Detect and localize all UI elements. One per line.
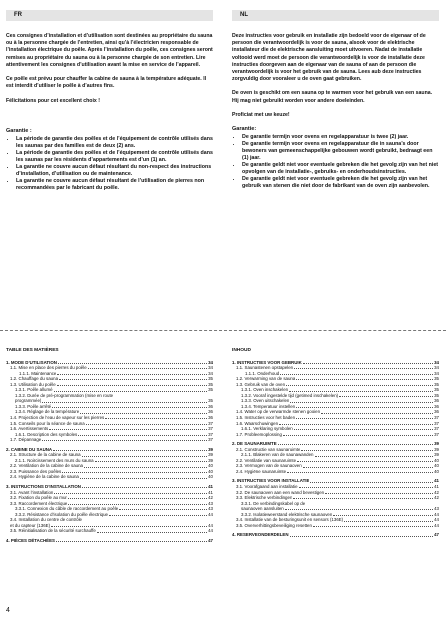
toc-entry-page: 43 xyxy=(434,506,439,512)
toc-entry-page: 35 xyxy=(434,392,439,398)
toc-entry-title: 3.3. Elektrische verbindingen xyxy=(236,495,293,501)
toc-entry-title: 1.2. Chauffage du sauna xyxy=(10,376,59,382)
toc-entry-page: 35 xyxy=(434,381,439,387)
toc-entry-page: 44 xyxy=(208,522,213,528)
toc-leader-dots xyxy=(279,424,433,425)
toc-entry-page: 42 xyxy=(208,495,213,501)
table-of-contents-nl xyxy=(232,348,439,538)
toc-leader-dots xyxy=(296,407,433,408)
toc-leader-dots xyxy=(283,435,433,436)
toc-entry-title: 3.3.1. De verbindingskabel op de xyxy=(241,500,306,506)
toc-entry-page: 36 xyxy=(434,409,439,415)
toc-leader-dots xyxy=(42,402,207,403)
toc-leader-dots xyxy=(57,374,207,375)
toc-entry-title: 2.1.1. Blakeren van de saunawanden xyxy=(241,452,314,458)
language-header-fr: FR xyxy=(6,10,213,21)
toc-entry-title: 1.5. Instructies voor het baden xyxy=(236,415,296,421)
toc-leader-dots xyxy=(333,515,433,516)
toc-entry-page: 37 xyxy=(208,420,213,426)
toc-leader-dots xyxy=(62,472,207,473)
toc-leader-dots xyxy=(84,467,207,468)
toc-entry-title: 2.2. Ventilation de la cabine de sauna xyxy=(10,463,83,469)
toc-entry-page: 44 xyxy=(208,511,213,517)
toc-leader-dots xyxy=(54,391,208,392)
toc-entry xyxy=(6,474,213,480)
toc-entry-title: 1.6.1. Verklaring symbolen xyxy=(241,426,293,432)
toc-entry-page: 44 xyxy=(208,528,213,534)
toc-leader-dots xyxy=(297,461,433,462)
toc-entry-title: 1.1. Saunastenen opstapelen xyxy=(236,365,294,371)
toc-entry-page: 40 xyxy=(434,457,439,463)
toc-entry-title: 3.4. Installation du centre de contrôle xyxy=(10,517,83,523)
toc-leader-dots xyxy=(296,379,433,380)
guarantee-list xyxy=(6,136,213,192)
toc-entry-page: 37 xyxy=(434,431,439,437)
toc-entry-title: 1.3.4. Temperatuur instellen xyxy=(241,403,296,409)
intro-paragraph: De oven is geschikt om een sauna op te warmen voor het gebruik van een sauna. Hij mag niet gebruikt worden voor andere doeleinden. xyxy=(232,90,433,104)
toc-leader-dots xyxy=(315,456,434,457)
toc-entry-title: 3. INSTRUCTIONS D’INSTALLATION xyxy=(6,484,81,490)
toc-entry-page: 44 xyxy=(434,517,439,523)
toc-leader-dots xyxy=(58,363,207,364)
toc-entry-page: 39 xyxy=(434,441,439,447)
toc-leader-dots xyxy=(82,487,207,488)
toc-entry-page: 37 xyxy=(434,420,439,426)
toc-entry-page: 40 xyxy=(434,468,439,474)
toc-leader-dots xyxy=(68,498,207,499)
toc-entry-page: 36 xyxy=(208,415,213,421)
toc-entry-page: 34 xyxy=(434,359,439,365)
toc-leader-dots xyxy=(68,504,207,505)
toc-entry-page: 36 xyxy=(434,398,439,404)
toc-entry-title: 1.3.4. Réglage de la température xyxy=(15,409,80,415)
toc-leader-dots xyxy=(303,363,433,364)
toc-leader-dots xyxy=(290,402,433,403)
page-number: 4 xyxy=(6,607,10,614)
toc-leader-dots xyxy=(82,456,208,457)
toc-entry-page: 41 xyxy=(434,478,439,484)
toc-leader-dots xyxy=(339,396,433,397)
toc-entry-page: 41 xyxy=(208,484,213,490)
intro-paragraph: Ces consignes d’installation et d’utilisation sont destinées au propriétaire du sauna ou à la personne chargée de l’entretien, ainsi qu’à l’électricien responsable de l’installation électrique du poêle. Après l’installation du poêle, ces consignes seront remises au propriétaire du sauna ou à la personne chargée de son entretien. Lire attentivement les consignes d’utilisation avant la mise en service de l’appareil. xyxy=(6,33,213,68)
toc-entry-page: 39 xyxy=(208,457,213,463)
toc-entry-page: 40 xyxy=(208,463,213,469)
toc-leader-dots xyxy=(53,450,207,451)
toc-entry-title: 1.6.1. Description des symboles xyxy=(15,431,78,437)
toc-title: INHOUD xyxy=(232,348,251,353)
toc-entry-page: 40 xyxy=(434,463,439,469)
toc-leader-dots xyxy=(287,472,433,473)
toc-entry-page: 35 xyxy=(434,376,439,382)
toc-leader-dots xyxy=(105,418,207,419)
toc-leader-dots xyxy=(54,493,207,494)
guarantee-item: • De garantie geldt niet voor eventuele gebreken die het gevolg zijn van het niet opvolgen van de installatie-, gebruiks- en onderhoudsinstructies. xyxy=(242,162,439,176)
toc-entry-page: 37 xyxy=(434,426,439,432)
table-of-contents-fr xyxy=(6,348,213,544)
toc-title: TABLE DES MATIÈRES xyxy=(6,348,59,353)
guarantee-item: • De garantie geldt niet voor eventuele gebreken die het gevolg zijn van het gebruik van stenen die niet door de fabrikant van de oven zijn aanbevolen. xyxy=(242,176,439,190)
intro-paragraph: Proficiat met uw keuze! xyxy=(232,111,290,118)
toc-leader-dots xyxy=(296,418,433,419)
toc-leader-dots xyxy=(97,532,207,533)
toc-entry-page: 41 xyxy=(434,484,439,490)
toc-entry-title: 1.6. Avertissements xyxy=(10,426,49,432)
intro-paragraph: Ce poêle est prévu pour chauffer la cabine de sauna à la température adéquate. Il est interdit d’utiliser le poêle à d’autres fins. xyxy=(6,76,207,90)
toc-leader-dots xyxy=(344,521,433,522)
toc-entry-title: 2.1. Structure de la cabine de sauna xyxy=(10,452,81,458)
toc-entry-page: 47 xyxy=(434,532,439,538)
toc-entry-page: 35 xyxy=(434,387,439,393)
toc-leader-dots xyxy=(294,429,433,430)
toc-leader-dots xyxy=(290,536,434,537)
toc-leader-dots xyxy=(80,413,207,414)
toc-entry-title: 3.5. Oververhittingsbeveiliging resetten xyxy=(236,522,312,528)
toc-leader-dots xyxy=(285,509,433,510)
intro-paragraph: Félicitations pour cet excellent choix ! xyxy=(6,98,100,105)
toc-entry-title: 1.3.2. Vooraf ingestelde tijd (getimed inschakelen) xyxy=(241,392,339,398)
toc-entry-title: 3.5. Réinitialisation de la sécurité surchauffe xyxy=(10,528,96,534)
column-nl xyxy=(232,10,439,190)
toc-entry-title: 2.2. Ventilatie van saunaruimte xyxy=(236,457,297,463)
toc-entry-page: 40 xyxy=(208,474,213,480)
toc-entry-title: 2. CABINE DU SAUNA xyxy=(6,446,53,452)
toc-entry-title: 1.7. Dépannage xyxy=(10,437,42,443)
toc-entry-page: 42 xyxy=(434,489,439,495)
toc-leader-dots xyxy=(57,385,207,386)
toc-entry-title: 2.3. Vermogen van de saunaoven xyxy=(236,463,302,469)
toc-leader-dots xyxy=(49,429,207,430)
intro-nl xyxy=(232,33,439,119)
toc-entry-page: 43 xyxy=(208,506,213,512)
guarantee-item: • De garantie termijn voor ovens en regelapparatuur is twee (2) jaar. xyxy=(242,134,439,141)
toc-leader-dots xyxy=(59,379,207,380)
toc-entry xyxy=(232,523,439,529)
toc-entry-page: 35 xyxy=(208,381,213,387)
guarantee-item: • De garantie termijn voor ovens en regelapparatuur die in sauna’s door bewoners van gemeenschappelijke gebouwen wordt gebruikt, bedraagt een (1) jaar. xyxy=(242,141,439,162)
toc-entry-page: 35 xyxy=(208,387,213,393)
toc-entry-page: 39 xyxy=(208,446,213,452)
toc-entry-page: 37 xyxy=(208,426,213,432)
toc-leader-dots xyxy=(51,526,207,527)
toc-entry xyxy=(232,432,439,438)
language-header-nl: NL xyxy=(232,10,439,21)
toc-entry-title: 2.1. Constructie van saunaruimte xyxy=(236,446,301,452)
toc-leader-dots xyxy=(310,482,433,483)
toc-entry-title: 1.3.1. Poêle allumé xyxy=(15,387,53,393)
toc-leader-dots xyxy=(278,444,433,445)
toc-entry-page: 36 xyxy=(208,409,213,415)
toc-entry-page: 42 xyxy=(434,495,439,501)
toc-leader-dots xyxy=(293,498,433,499)
toc-entry-page: 43 xyxy=(208,500,213,506)
toc-entry-title: 3.3.2. Résistance d’isolation du poêle électrique xyxy=(15,511,108,517)
toc-entry xyxy=(6,528,213,534)
toc-entry-title: programmée) xyxy=(15,398,42,404)
toc-entry-page: 47 xyxy=(208,537,213,543)
toc-entry-title: 1.1.1. Maintenance xyxy=(19,370,57,376)
toc-entry-title: 3.3. Raccordement électrique xyxy=(10,500,68,506)
toc-entry-page: 34 xyxy=(434,365,439,371)
toc-leader-dots xyxy=(321,413,433,414)
toc-entry-title: 3.2. Fixation du poêle au mur xyxy=(10,495,67,501)
toc-entry-title: 4. PIÈCES DÉTACHÉES xyxy=(6,537,55,543)
toc-entry-page: 37 xyxy=(208,437,213,443)
toc-entry-title: 1. INSTRUCTIES VOOR GEBRUIK xyxy=(232,359,302,365)
toc-entry-title: 1.6. Waarschuwingen xyxy=(236,420,279,426)
toc-leader-dots xyxy=(289,391,433,392)
toc-entry xyxy=(6,437,213,443)
toc-leader-dots xyxy=(286,385,433,386)
toc-leader-dots xyxy=(299,487,434,488)
toc-entry-title: 1.5. Conseils pour la séance de sauna xyxy=(10,420,85,426)
toc-leader-dots xyxy=(88,368,207,369)
toc-entry-title: 2.1.1. Noircissement des murs du sauna xyxy=(15,457,94,463)
toc-entry-page: 39 xyxy=(434,452,439,458)
toc-entry-page: 34 xyxy=(208,365,213,371)
toc-entry-page: 41 xyxy=(208,489,213,495)
toc-leader-dots xyxy=(301,450,433,451)
toc-entry-title: et du capteur (136E) xyxy=(10,522,51,528)
guarantee-item: • La garantie ne couvre aucun défaut résultant du non-respect des instructions d’installation, d’utilisation ou de maintenance. xyxy=(16,164,213,178)
toc-entry-title: 1.1.1. Onderhoud xyxy=(245,370,280,376)
toc-entry-title: 1.3. Gebruik van de oven xyxy=(236,381,286,387)
toc-entry-page: 34 xyxy=(434,370,439,376)
toc-leader-dots xyxy=(52,407,207,408)
toc-entry-title: 1.3.1. Oven inschakelen xyxy=(241,387,289,393)
toc-entry-title: 2.3. Puissance des poêles xyxy=(10,468,62,474)
toc-entry-page: 34 xyxy=(208,370,213,376)
toc-entry-page: 36 xyxy=(208,403,213,409)
toc-leader-dots xyxy=(78,435,207,436)
toc-entry-title: 1.3. Utilisation du poêle xyxy=(10,381,56,387)
toc-entry xyxy=(6,538,213,544)
toc-leader-dots xyxy=(80,478,207,479)
toc-leader-dots xyxy=(119,509,207,510)
toc-entry-title: 2.4. Hygiëne saunaruimte xyxy=(236,468,287,474)
toc-leader-dots xyxy=(280,374,433,375)
toc-entry-title: 1.7. Probleemoplossing xyxy=(236,431,282,437)
toc-leader-dots xyxy=(86,424,207,425)
toc-leader-dots xyxy=(109,515,207,516)
toc-entry-page: 37 xyxy=(208,431,213,437)
toc-entry-title: 1. MODE D’UTILISATION xyxy=(6,359,57,365)
toc-entry-page: 44 xyxy=(434,522,439,528)
toc-entry-title: 3.3.2. Isolatieweerstand elektrische saunaoven xyxy=(241,511,333,517)
guarantee-title: Garantie: xyxy=(232,126,257,133)
toc-entry-title: 1.2. Verwarming van de sauna xyxy=(236,376,296,382)
toc-entry-title: 1.3.2. Durée de pré-programmation (mise en route xyxy=(15,392,114,398)
toc-entry xyxy=(232,532,439,538)
toc-entry-page: 35 xyxy=(208,398,213,404)
toc-entry-page: 37 xyxy=(434,415,439,421)
section-divider xyxy=(0,330,446,331)
toc-entry-title: 1.1. Mise en place des pierres du poêle xyxy=(10,365,87,371)
toc-entry-title: 3.1. Avant l’installation xyxy=(10,489,54,495)
toc-entry-title: 1.4. Projection de l’eau de vapeur sur les pierres xyxy=(10,415,105,421)
toc-entry-page: 36 xyxy=(434,403,439,409)
toc-leader-dots xyxy=(95,461,208,462)
toc-entry-title: 2. DE SAUNARUIMTE xyxy=(232,441,277,447)
toc-entry-title: 3.1. Voorafgaand aan installatie xyxy=(236,484,298,490)
toc-entry-title: 4. RESERVEONDERDELEN xyxy=(232,532,289,538)
toc-entry-page: 39 xyxy=(434,446,439,452)
toc-entry-page: 39 xyxy=(208,452,213,458)
toc-leader-dots xyxy=(56,541,207,542)
toc-entry-page: 34 xyxy=(208,359,213,365)
intro-paragraph: Deze instructies voor gebruik en installatie zijn bedoeld voor de eigenaar of de persoon die verantwoordelijk is voor de sauna, alsook voor de elektrische installateur die de elektrische aansluiting moet uitvoeren. Nadat de installatie voltooid werd moet de persoon die verantwoordelijk is voor de installatie deze instructies doorgeven aan de eigenaar van de sauna of aan de persoon die verantwoordelijk is voor het gebruik van de sauna. Lees aub deze instructies zorgvuldig door vooraleer u de oven gaat gebruiken. xyxy=(232,33,426,83)
toc-leader-dots xyxy=(313,526,433,527)
intro-fr xyxy=(6,33,213,106)
toc-entry-page: 35 xyxy=(208,376,213,382)
toc-leader-dots xyxy=(42,440,207,441)
column-fr xyxy=(6,10,213,192)
toc-leader-dots xyxy=(294,368,433,369)
toc-entry-title: 3.4. Installatie van de besturingsunit en sensors (136E) xyxy=(236,517,344,523)
guarantee-list xyxy=(232,134,439,190)
toc-entry-title: 3.2. De saunaoven aan een wand bevestigen xyxy=(236,489,325,495)
toc-entry-title: saunaoven aansluiten xyxy=(241,506,284,512)
toc-entry-title: 1.4. Water op de verwarmde stenen gooien xyxy=(236,409,321,415)
guarantee-item: • La garantie ne couvre aucun défaut résultant de l’utilisation de pierres non recommandées par le fabricant du poêle. xyxy=(16,178,213,192)
toc-leader-dots xyxy=(303,467,433,468)
guarantee-item: • La période de garantie des poêles et de l’équipement de contrôle utilisés dans les saunas par des familles est de deux (2) ans. xyxy=(16,136,213,150)
toc-entry xyxy=(232,469,439,475)
toc-entry-title: 1.3.3. Poêle arrêté xyxy=(15,403,52,409)
toc-entry-title: 1.3.3. Oven uitschakelen xyxy=(241,398,290,404)
toc-entry-page: 44 xyxy=(434,511,439,517)
guarantee-item: • La période de garantie des poêles et de l’équipement de contrôle utilisés dans les saunas par les résidents d’appartements est d’un (1) an. xyxy=(16,150,213,164)
toc-entry-title: 3.3.1. Connexion du câble de raccordement au poêle xyxy=(15,506,119,512)
toc-leader-dots xyxy=(325,493,433,494)
toc-entry-page: 40 xyxy=(208,468,213,474)
toc-entry-title: 3. INSTRUCTIES VOOR INSTALLATIE xyxy=(232,478,310,484)
toc-entry-title: 2.4. Hygiène de la cabine de sauna xyxy=(10,474,79,480)
guarantee-title: Garantie : xyxy=(6,127,32,134)
